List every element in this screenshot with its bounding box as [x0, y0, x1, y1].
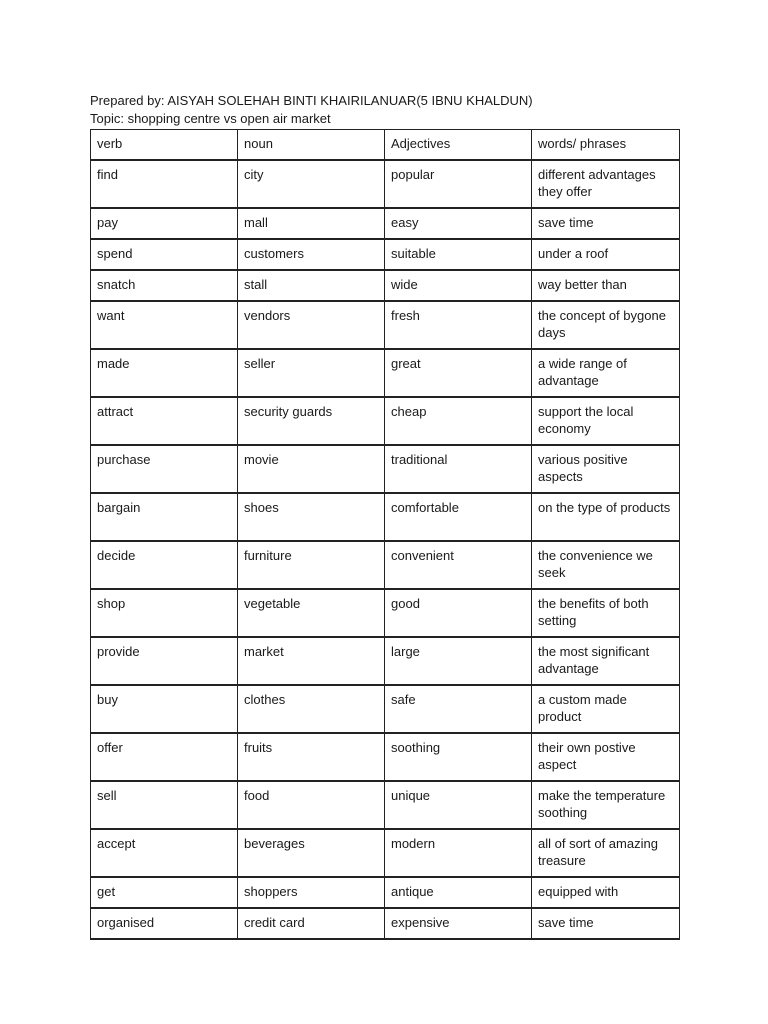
noun-cell: customers	[238, 239, 385, 270]
table-row	[91, 349, 680, 397]
noun-cell: vegetable	[238, 589, 385, 637]
adjective-cell: unique	[385, 781, 532, 829]
adjective-cell: comfortable	[385, 493, 532, 541]
phrase-cell: a wide range of advantage	[532, 349, 680, 397]
adjective-cell: good	[385, 589, 532, 637]
verb-cell: spend	[91, 239, 238, 270]
verb-cell: bargain	[91, 493, 238, 541]
adjective-cell: large	[385, 637, 532, 685]
verb-cell: buy	[91, 685, 238, 733]
table-row	[91, 733, 680, 781]
phrase-cell: save time	[532, 908, 680, 939]
table-row	[91, 685, 680, 733]
adjective-cell: wide	[385, 270, 532, 301]
table-row	[91, 637, 680, 685]
table-row	[91, 397, 680, 445]
adjective-cell: suitable	[385, 239, 532, 270]
verb-cell: made	[91, 349, 238, 397]
phrase-cell: make the temperature soothing	[532, 781, 680, 829]
phrase-cell: various positive aspects	[532, 445, 680, 493]
verb-cell: find	[91, 160, 238, 208]
noun-cell: movie	[238, 445, 385, 493]
table-row	[91, 270, 680, 301]
prepared-by-line: Prepared by: AISYAH SOLEHAH BINTI KHAIRILANUAR(5 IBNU KHALDUN)	[90, 93, 533, 108]
adjective-cell: fresh	[385, 301, 532, 349]
phrase-cell: different advantages they offer	[532, 160, 680, 208]
document-page	[90, 92, 680, 940]
noun-cell: clothes	[238, 685, 385, 733]
verb-cell: provide	[91, 637, 238, 685]
verb-cell: pay	[91, 208, 238, 239]
table-row	[91, 589, 680, 637]
noun-cell: mall	[238, 208, 385, 239]
phrase-cell: way better than	[532, 270, 680, 301]
adjective-cell: traditional	[385, 445, 532, 493]
noun-cell: stall	[238, 270, 385, 301]
vocabulary-table-body	[91, 130, 680, 940]
table-row	[91, 208, 680, 239]
phrase-cell: their own postive aspect	[532, 733, 680, 781]
table-row	[91, 541, 680, 589]
verb-cell: want	[91, 301, 238, 349]
noun-cell: security guards	[238, 397, 385, 445]
column-header-noun: noun	[238, 130, 385, 161]
phrase-cell: the concept of bygone days	[532, 301, 680, 349]
table-header-row	[91, 130, 680, 161]
phrase-cell: support the local economy	[532, 397, 680, 445]
verb-cell: shop	[91, 589, 238, 637]
adjective-cell: convenient	[385, 541, 532, 589]
verb-cell: sell	[91, 781, 238, 829]
verb-cell: accept	[91, 829, 238, 877]
adjective-cell: modern	[385, 829, 532, 877]
phrase-cell: save time	[532, 208, 680, 239]
table-row	[91, 908, 680, 939]
verb-cell: organised	[91, 908, 238, 939]
table-row	[91, 239, 680, 270]
topic-line: Topic: shopping centre vs open air market	[90, 111, 331, 126]
noun-cell: shoppers	[238, 877, 385, 908]
phrase-cell: the benefits of both setting	[532, 589, 680, 637]
table-row	[91, 445, 680, 493]
noun-cell: city	[238, 160, 385, 208]
adjective-cell: cheap	[385, 397, 532, 445]
table-row	[91, 829, 680, 877]
verb-cell: offer	[91, 733, 238, 781]
noun-cell: food	[238, 781, 385, 829]
phrase-cell: on the type of products	[532, 493, 680, 541]
noun-cell: vendors	[238, 301, 385, 349]
adjective-cell: popular	[385, 160, 532, 208]
noun-cell: credit card	[238, 908, 385, 939]
table-row	[91, 781, 680, 829]
noun-cell: shoes	[238, 493, 385, 541]
column-header-adjectives: Adjectives	[385, 130, 532, 161]
column-header-verb: verb	[91, 130, 238, 161]
noun-cell: fruits	[238, 733, 385, 781]
phrase-cell: under a roof	[532, 239, 680, 270]
adjective-cell: safe	[385, 685, 532, 733]
verb-cell: snatch	[91, 270, 238, 301]
vocabulary-table	[90, 129, 680, 940]
table-row	[91, 301, 680, 349]
phrase-cell: equipped with	[532, 877, 680, 908]
adjective-cell: expensive	[385, 908, 532, 939]
phrase-cell: all of sort of amazing treasure	[532, 829, 680, 877]
column-header-words-phrases: words/ phrases	[532, 130, 680, 161]
table-row	[91, 160, 680, 208]
adjective-cell: soothing	[385, 733, 532, 781]
verb-cell: attract	[91, 397, 238, 445]
noun-cell: furniture	[238, 541, 385, 589]
table-row	[91, 493, 680, 541]
adjective-cell: great	[385, 349, 532, 397]
adjective-cell: easy	[385, 208, 532, 239]
phrase-cell: the convenience we seek	[532, 541, 680, 589]
verb-cell: purchase	[91, 445, 238, 493]
verb-cell: decide	[91, 541, 238, 589]
noun-cell: seller	[238, 349, 385, 397]
table-row	[91, 877, 680, 908]
noun-cell: market	[238, 637, 385, 685]
noun-cell: beverages	[238, 829, 385, 877]
verb-cell: get	[91, 877, 238, 908]
phrase-cell: the most significant advantage	[532, 637, 680, 685]
adjective-cell: antique	[385, 877, 532, 908]
phrase-cell: a custom made product	[532, 685, 680, 733]
